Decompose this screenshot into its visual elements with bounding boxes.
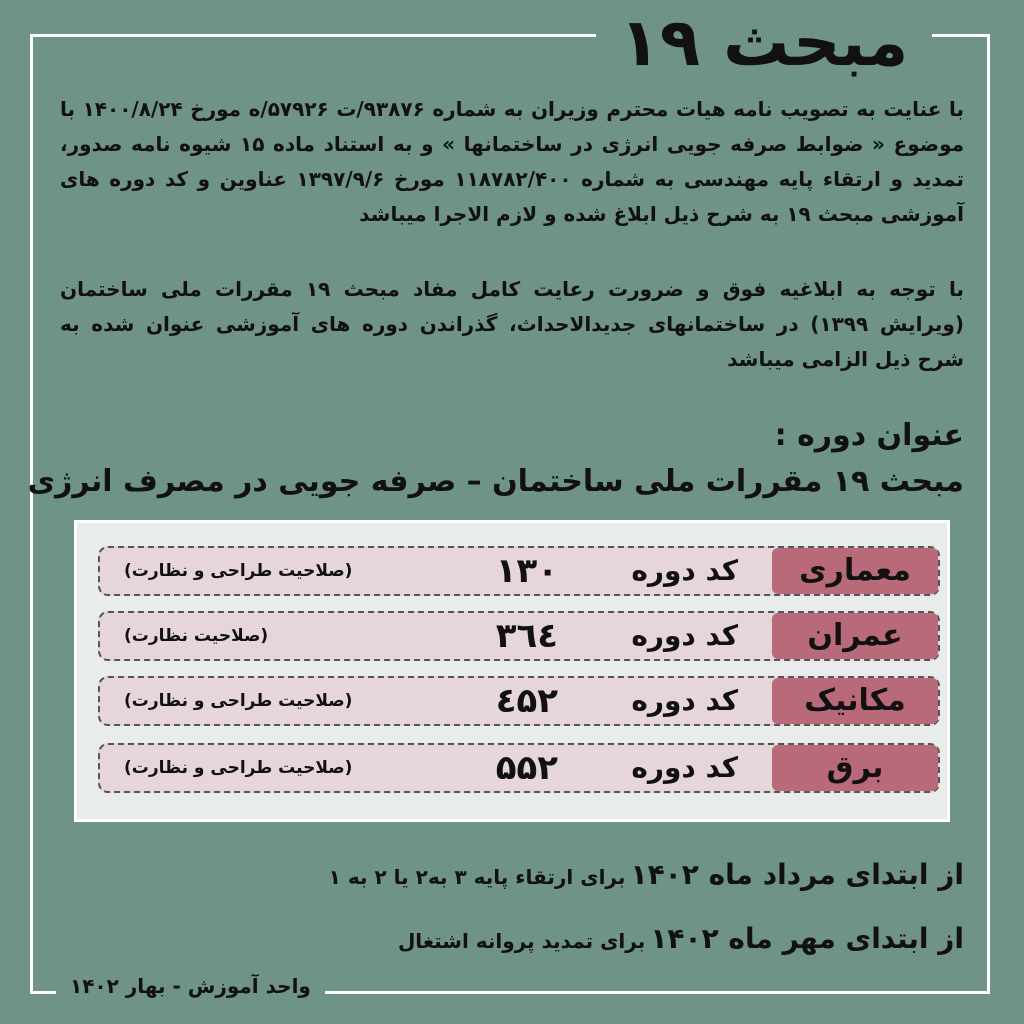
- qualification-label: (صلاحیت طراحی و نظارت): [124, 758, 353, 778]
- course-label: عنوان دوره :: [774, 418, 964, 453]
- code-label: کد دوره: [631, 684, 738, 717]
- qualification-label: (صلاحیت طراحی و نظارت): [124, 561, 353, 581]
- note-date: از ابتدای مهر ماه ۱۴۰۲: [650, 922, 964, 955]
- course-code: ۱۳۰: [495, 551, 558, 591]
- course-row: [98, 546, 940, 596]
- qualification-label: (صلاحیت طراحی و نظارت): [124, 691, 353, 711]
- discipline-tag: عمران: [772, 613, 938, 659]
- discipline-tag: برق: [772, 745, 938, 791]
- course-code: ۵۵۲: [495, 748, 558, 788]
- course-code: ٤۵۲: [495, 681, 558, 721]
- discipline-tag: مکانیک: [772, 678, 938, 724]
- code-label: کد دوره: [631, 619, 738, 652]
- footer-unit: واحد آموزش - بهار ۱۴۰۲: [56, 966, 325, 1006]
- note-renewal: [60, 922, 964, 955]
- course-code: ۳٦٤: [495, 616, 558, 656]
- discipline-tag: معماری: [772, 548, 938, 594]
- course-row: [98, 676, 940, 726]
- note-purpose: برای ارتقاء پایه ۳ به۲ یا ۲ به ۱: [328, 865, 626, 889]
- course-name: مبحث ۱۹ مقررات ملی ساختمان – صرفه جویی در مصرف انرژی: [27, 464, 964, 499]
- page-title: مبحث ۱۹: [596, 6, 932, 80]
- course-row: [98, 611, 940, 661]
- note-promotion: [60, 858, 964, 891]
- note-date: از ابتدای مرداد ماه ۱۴۰۲: [630, 858, 964, 891]
- course-row: [98, 743, 940, 793]
- code-label: کد دوره: [631, 751, 738, 784]
- requirement-paragraph: با توجه به ابلاغیه فوق و ضرورت رعایت کامل مفاد مبحث ۱۹ مقررات ملی ساختمان (ویرایش ۱۳۹۹) در ساختمانهای جدیدالاحداث، گذراندن دوره های آموزشی عنوان شده به شرح ذیل الزامی میباشد: [60, 277, 964, 371]
- code-label: کد دوره: [631, 554, 738, 587]
- note-purpose: برای تمدید پروانه اشتغال: [397, 929, 646, 953]
- qualification-label: (صلاحیت نظارت): [124, 626, 269, 646]
- intro-paragraph: با عنایت به تصویب نامه هیات محترم وزیران به شماره ۹۳۸۷۶/ت ۵۷۹۲۶/ه مورخ ۱۴۰۰/۸/۲۴ با موضوع « ضوابط صرفه جویی انرژی در ساختمانها » و به استناد ماده ۱۵ شیوه نامه صدور، تمدید و ارتقاء پایه مهندسی به شماره ۱۱۸۷۸۲/۴۰۰ مورخ ۱۳۹۷/۹/۶ عناوین و کد دوره های آموزشی مبحث ۱۹ به شرح ذیل ابلاغ شده و لازم الاجرا میباشد: [60, 97, 965, 226]
